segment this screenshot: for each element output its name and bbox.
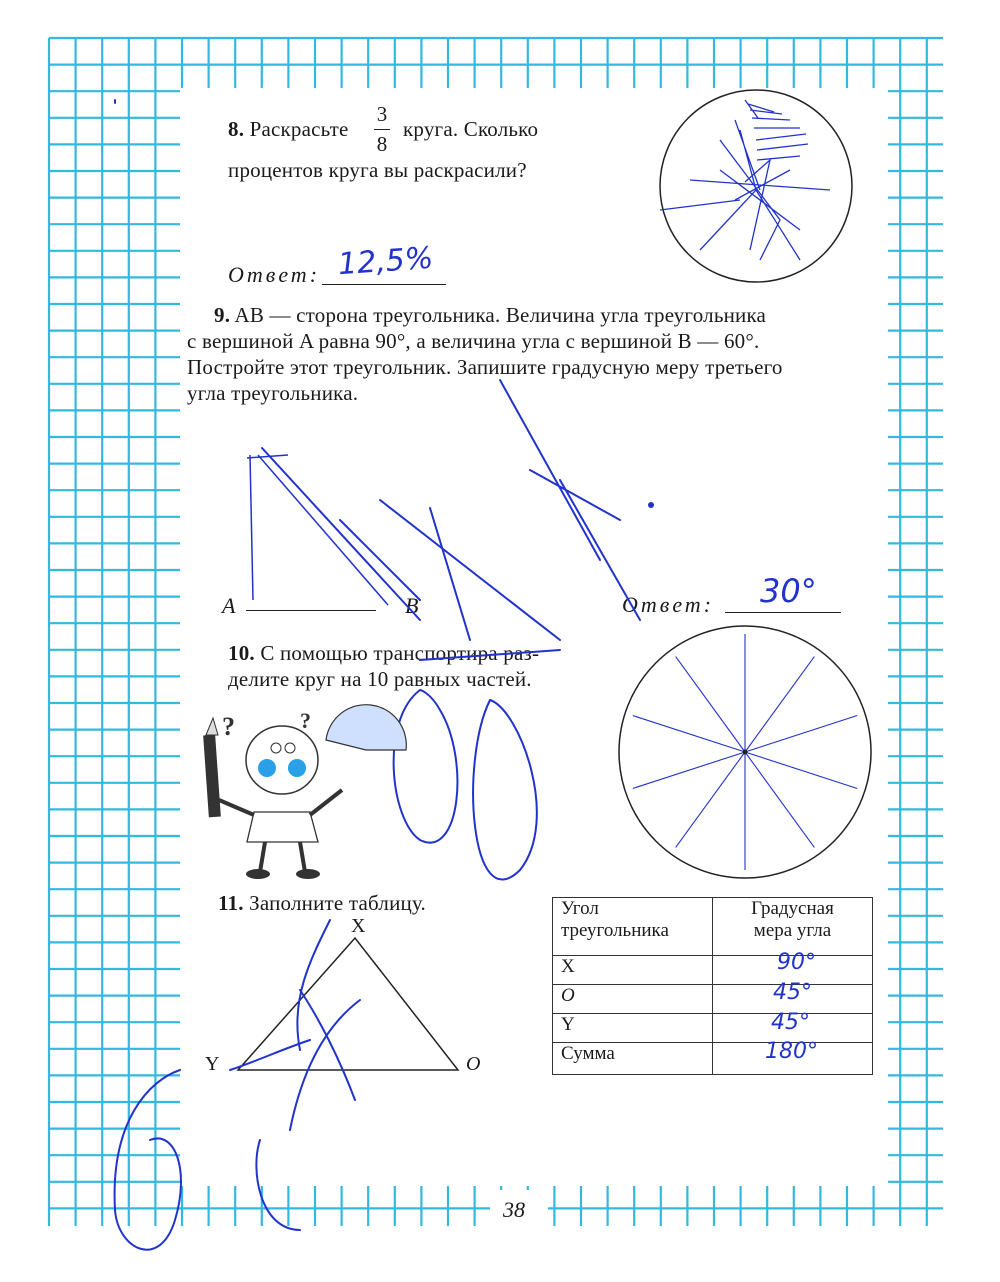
task9-triangle (247, 455, 388, 605)
svg-text:?: ? (300, 708, 311, 733)
vertex-y-label: Y (205, 1053, 220, 1075)
task8-text-after: круга. Сколько (403, 117, 539, 141)
task9-line3: Постройте этот треугольник. Запишите градусную меру третьего (187, 355, 783, 379)
task8-circle (660, 90, 852, 282)
task8-number: 8. (228, 117, 245, 141)
cartoon-character-icon (203, 705, 406, 879)
header-measure-line1: Градусная (751, 898, 834, 919)
header-angle-line2: треугольника (561, 920, 669, 941)
task8-answer-handwritten: 12,5% (336, 240, 435, 283)
task9-answer-label: Ответ: (622, 592, 715, 617)
vertex-o-label: O (466, 1053, 481, 1075)
task10-number: 10. (228, 641, 255, 665)
task11-text: Заполните таблицу. (249, 891, 427, 915)
svg-text:?: ? (222, 712, 235, 741)
vertex-x-label: X (351, 915, 366, 937)
page-number: 38 (503, 1197, 525, 1222)
fraction-numerator: 3 (376, 102, 388, 126)
point-a-label: A (222, 593, 236, 618)
angle-cell: Сумма (553, 1043, 713, 1075)
task10-line2: делите круг на 10 равных частей. (228, 667, 532, 691)
task10-text1: С помощью транспортира раз- (260, 641, 540, 665)
task9-answer-handwritten: 30° (760, 572, 817, 610)
task8-answer-label: Ответ: (228, 262, 321, 287)
task11-triangle (238, 938, 458, 1070)
angle-cell: Y (553, 1014, 713, 1043)
task8-line2: процентов круга вы раскрасили? (228, 158, 527, 182)
point-b-label: B (405, 593, 419, 618)
angle-cell: X (553, 956, 713, 985)
task11-number: 11. (218, 891, 244, 915)
angle-cell: O (553, 985, 713, 1014)
handwritten-value: 90° (777, 950, 816, 975)
header-angle-line1: Угол (561, 898, 599, 919)
task9-line4: угла треугольника. (187, 381, 359, 405)
task9-text1: AB — сторона треугольника. Величина угла треугольника (234, 303, 767, 327)
task9-line2: с вершиной A равна 90°, а величина угла с вершиной B — 60°. (187, 329, 760, 353)
handwritten-value: 45° (771, 1010, 810, 1035)
handwritten-value: 45° (773, 980, 812, 1005)
task10-circle (619, 626, 871, 878)
header-measure-line2: мера угла (753, 920, 832, 941)
task9-number: 9. (214, 303, 231, 327)
handwritten-value: 180° (765, 1039, 818, 1064)
fraction-denominator: 8 (376, 132, 388, 156)
pen-scribbles (115, 100, 654, 1250)
task8-text-before: Раскрасьте (249, 117, 349, 141)
